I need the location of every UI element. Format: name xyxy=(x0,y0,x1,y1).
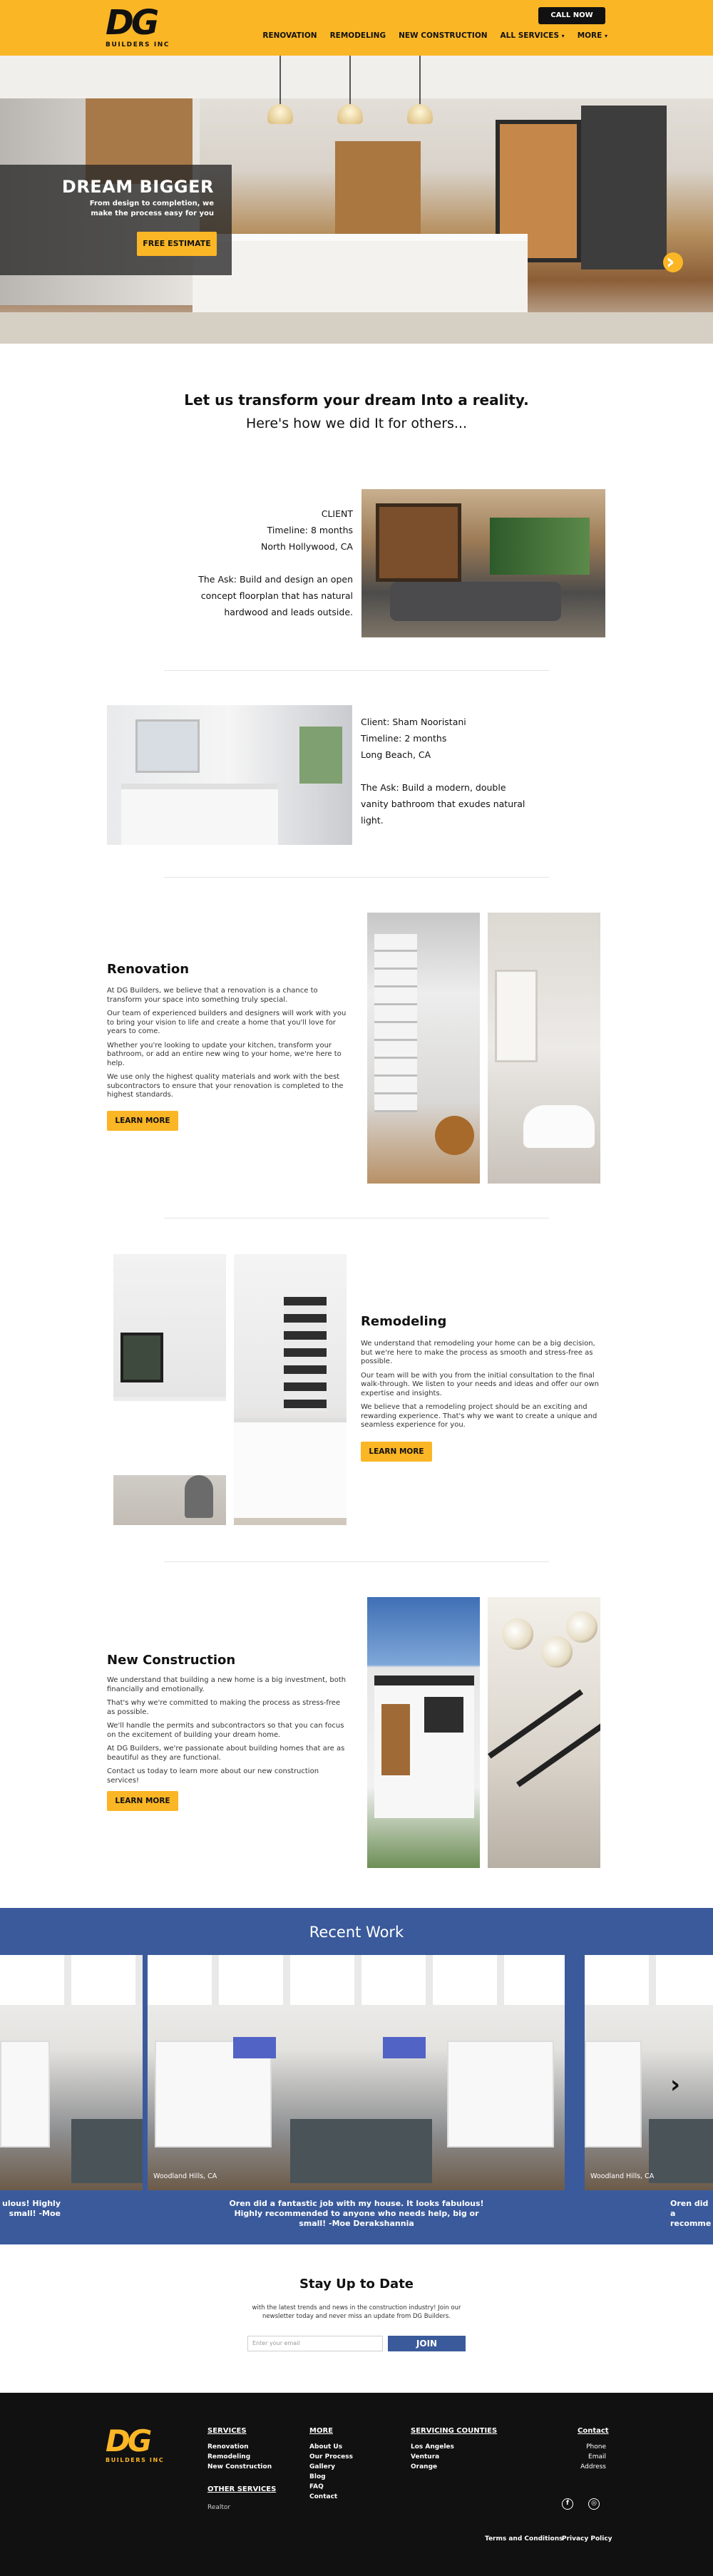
newsletter-description: with the latest trends and news in the construction industry! Join our newsletter today and never miss an update from DG Builders. xyxy=(252,2304,461,2320)
hero-image-floor xyxy=(0,312,713,344)
logo-mark: DG xyxy=(106,3,157,43)
renovation-photo-closet xyxy=(367,913,480,1184)
project-2-photo xyxy=(107,705,352,845)
join-button[interactable]: JOIN xyxy=(388,2336,466,2351)
project-1-photo xyxy=(361,489,605,637)
project-ask: The Ask: Build and design an open concept floorplan that has natural hardwood and leads outside. xyxy=(198,574,353,617)
footer-county: Ventura xyxy=(411,2453,440,2460)
renovation-photo-bathroom xyxy=(488,913,600,1184)
nav-more[interactable] xyxy=(578,31,607,40)
footer-link[interactable]: Blog xyxy=(309,2473,326,2480)
instagram-icon[interactable]: ◎ xyxy=(588,2498,600,2510)
divider xyxy=(164,877,549,878)
pendant-cord xyxy=(279,56,281,106)
pendant-cord xyxy=(419,56,421,106)
paragraph: Our team of experienced builders and designers will work with you to bring your vision to life and create a home that you'll love for years to come. xyxy=(107,1010,347,1035)
remodeling-body xyxy=(361,1340,603,1435)
privacy-link[interactable]: Privacy Policy xyxy=(562,2535,612,2542)
testimonial-quote: Oren did a fantastic job with my house. It looks fabulous! Highly recommended to anyone who needs help, big or small! -Moe Derakshannia xyxy=(229,2199,484,2228)
hero-image-stone-wall xyxy=(581,106,667,270)
chevron-down-icon: ▾ xyxy=(561,33,565,39)
nav-more-label: MORE xyxy=(577,31,602,40)
call-now-button[interactable]: CALL NOW xyxy=(538,7,605,24)
recent-work-slide-next[interactable] xyxy=(585,1955,713,2190)
pendant-light-icon xyxy=(267,104,293,124)
renovation-title: Renovation xyxy=(107,962,190,977)
new-construction-title: New Construction xyxy=(107,1653,236,1668)
recent-work-slide-prev[interactable] xyxy=(0,1955,143,2190)
chevron-right-icon[interactable]: › xyxy=(670,2070,681,2099)
footer-county: Los Angeles xyxy=(411,2443,454,2451)
paragraph: We use only the highest quality materials and work with the best subcontractors to ensure that your renovation is completed to the highest standards. xyxy=(107,1073,344,1099)
logo-subtitle: BUILDERS INC xyxy=(106,41,170,48)
footer-services-heading: SERVICES xyxy=(207,2427,247,2435)
logo[interactable] xyxy=(106,4,180,51)
nav-renovation[interactable]: RENOVATION xyxy=(262,31,317,40)
chevron-down-icon: ▾ xyxy=(604,33,607,39)
remodeling-title: Remodeling xyxy=(361,1314,447,1329)
main-nav xyxy=(262,31,607,40)
free-estimate-button[interactable]: FREE ESTIMATE xyxy=(137,232,217,256)
project-location: Long Beach, CA xyxy=(361,749,431,760)
footer-more-list xyxy=(309,2442,353,2502)
nav-all-services-label: ALL SERVICES xyxy=(500,31,560,40)
renovation-body xyxy=(107,987,349,1105)
hero-image-ceiling xyxy=(0,56,713,98)
pendant-light-icon xyxy=(407,104,433,124)
project-timeline: Timeline: 8 months xyxy=(267,525,353,535)
paragraph: That's why we're committed to making the process as stress-free as possible. xyxy=(107,1699,341,1716)
paragraph: We understand that building a new home is a big investment, both financially and emotionally. xyxy=(107,1676,347,1693)
footer-other-services-heading[interactable]: OTHER SERVICES xyxy=(207,2485,277,2493)
recent-work-slide-active[interactable] xyxy=(148,1955,565,2190)
footer-counties-list xyxy=(411,2442,454,2472)
divider xyxy=(164,670,549,671)
nav-all-services[interactable] xyxy=(501,31,565,40)
footer-more-heading: MORE xyxy=(309,2427,333,2435)
facebook-icon[interactable]: f xyxy=(562,2498,573,2510)
slide-location-caption: Woodland Hills, CA xyxy=(153,2172,217,2180)
recent-work-title: Recent Work xyxy=(309,1924,404,1941)
chevron-right-icon[interactable]: › xyxy=(666,250,675,274)
footer-logo[interactable] xyxy=(106,2423,170,2468)
paragraph: At DG Builders, we're passionate about building homes that are as beautiful as they are functional. xyxy=(107,1745,345,1762)
project-2-details xyxy=(361,714,532,828)
footer-contact-list xyxy=(580,2442,606,2472)
footer-link[interactable]: FAQ xyxy=(309,2483,324,2490)
paragraph: We believe that a remodeling project should be an exciting and rewarding experience. That's why we want to create a unique and seamless experience for you. xyxy=(361,1403,597,1429)
footer-link[interactable]: Gallery xyxy=(309,2463,336,2470)
footer-contact-heading[interactable]: Contact xyxy=(578,2427,609,2435)
pendant-light-icon xyxy=(337,104,363,124)
spacer xyxy=(178,555,353,571)
project-ask: The Ask: Build a modern, double vanity bathroom that exudes natural light. xyxy=(361,782,525,826)
intro-subheading: Here's how we did It for others... xyxy=(245,416,468,431)
terms-link[interactable]: Terms and Conditions xyxy=(485,2535,563,2542)
paragraph: We understand that remodeling your home can be a big decision, but we're here to make the process as smooth and stress-free as possible. xyxy=(361,1340,595,1365)
new-construction-learn-more-button[interactable]: LEARN MORE xyxy=(107,1791,178,1811)
testimonial-fragment-next: Oren did a recomme xyxy=(670,2199,712,2228)
email-input[interactable]: Enter your email xyxy=(247,2336,383,2351)
site-footer xyxy=(0,2393,713,2576)
hero-title: DREAM BIGGER xyxy=(61,177,214,197)
logo-subtitle: BUILDERS INC xyxy=(106,2457,165,2463)
paragraph: Whether you're looking to update your kitchen, transform your bathroom, or add an entire new wing to your home, we're here to help. xyxy=(107,1041,342,1067)
pendant-cord xyxy=(349,56,351,106)
site-header xyxy=(0,0,713,56)
remodeling-photo-kitchen xyxy=(113,1254,226,1525)
intro-heading: Let us transform your dream Into a reality. xyxy=(184,391,529,409)
renovation-learn-more-button[interactable]: LEARN MORE xyxy=(107,1111,178,1131)
slide-location-caption: Woodland Hills, CA xyxy=(590,2172,655,2180)
hero-image-fridge xyxy=(335,141,421,248)
new-construction-body xyxy=(107,1676,349,1790)
spacer xyxy=(361,763,532,779)
remodeling-learn-more-button[interactable]: LEARN MORE xyxy=(361,1442,432,1462)
footer-link[interactable]: Our Process xyxy=(309,2453,354,2460)
new-construction-photo-house xyxy=(367,1597,480,1868)
new-construction-photo-staircase xyxy=(488,1597,600,1868)
footer-contact-address[interactable]: Address xyxy=(580,2463,606,2470)
footer-link[interactable]: Contact xyxy=(309,2493,338,2500)
testimonial-fragment-prev: ulous! Highly small! -Moe xyxy=(1,2199,61,2218)
recent-work-section xyxy=(0,1908,713,2244)
footer-contact-email[interactable]: Email xyxy=(588,2453,606,2460)
nav-new-construction[interactable]: NEW CONSTRUCTION xyxy=(399,31,488,40)
project-client: CLIENT xyxy=(321,508,353,519)
newsletter-title: Stay Up to Date xyxy=(299,2277,414,2292)
footer-county: Orange xyxy=(411,2463,438,2470)
footer-link[interactable]: About Us xyxy=(309,2443,343,2451)
project-timeline: Timeline: 2 months xyxy=(361,733,447,744)
footer-counties-heading: SERVICING COUNTIES xyxy=(411,2427,498,2435)
paragraph: Contact us today to learn more about our new construction services! xyxy=(107,1767,319,1785)
footer-contact-phone[interactable]: Phone xyxy=(586,2443,606,2451)
footer-link[interactable]: Remodeling xyxy=(207,2453,251,2460)
paragraph: Our team will be with you from the initial consultation to the final walk-through. We listen to your needs and ideas and offer our own expertise and insights. xyxy=(361,1371,599,1397)
nav-remodeling[interactable]: REMODELING xyxy=(329,31,386,40)
project-client: Client: Sham Nooristani xyxy=(361,717,466,727)
footer-link[interactable]: New Construction xyxy=(207,2463,272,2470)
project-1-details xyxy=(178,506,353,620)
logo-mark: DG xyxy=(106,2423,150,2458)
footer-services-list xyxy=(207,2442,272,2472)
hero-slider xyxy=(0,56,713,344)
hero-description: From design to completion, we make the process easy for you xyxy=(89,200,214,217)
remodeling-photo-kitchen-wine xyxy=(234,1254,347,1525)
footer-link[interactable]: Realtor xyxy=(207,2504,231,2511)
paragraph: We'll handle the permits and subcontractors so that you can focus on the excitement of building your dream home. xyxy=(107,1722,344,1739)
project-location: North Hollywood, CA xyxy=(260,541,353,552)
divider xyxy=(164,1561,549,1562)
paragraph: At DG Builders, we believe that a renovation is a chance to transform your space into something truly special. xyxy=(107,987,318,1004)
footer-link[interactable]: Renovation xyxy=(207,2443,249,2451)
